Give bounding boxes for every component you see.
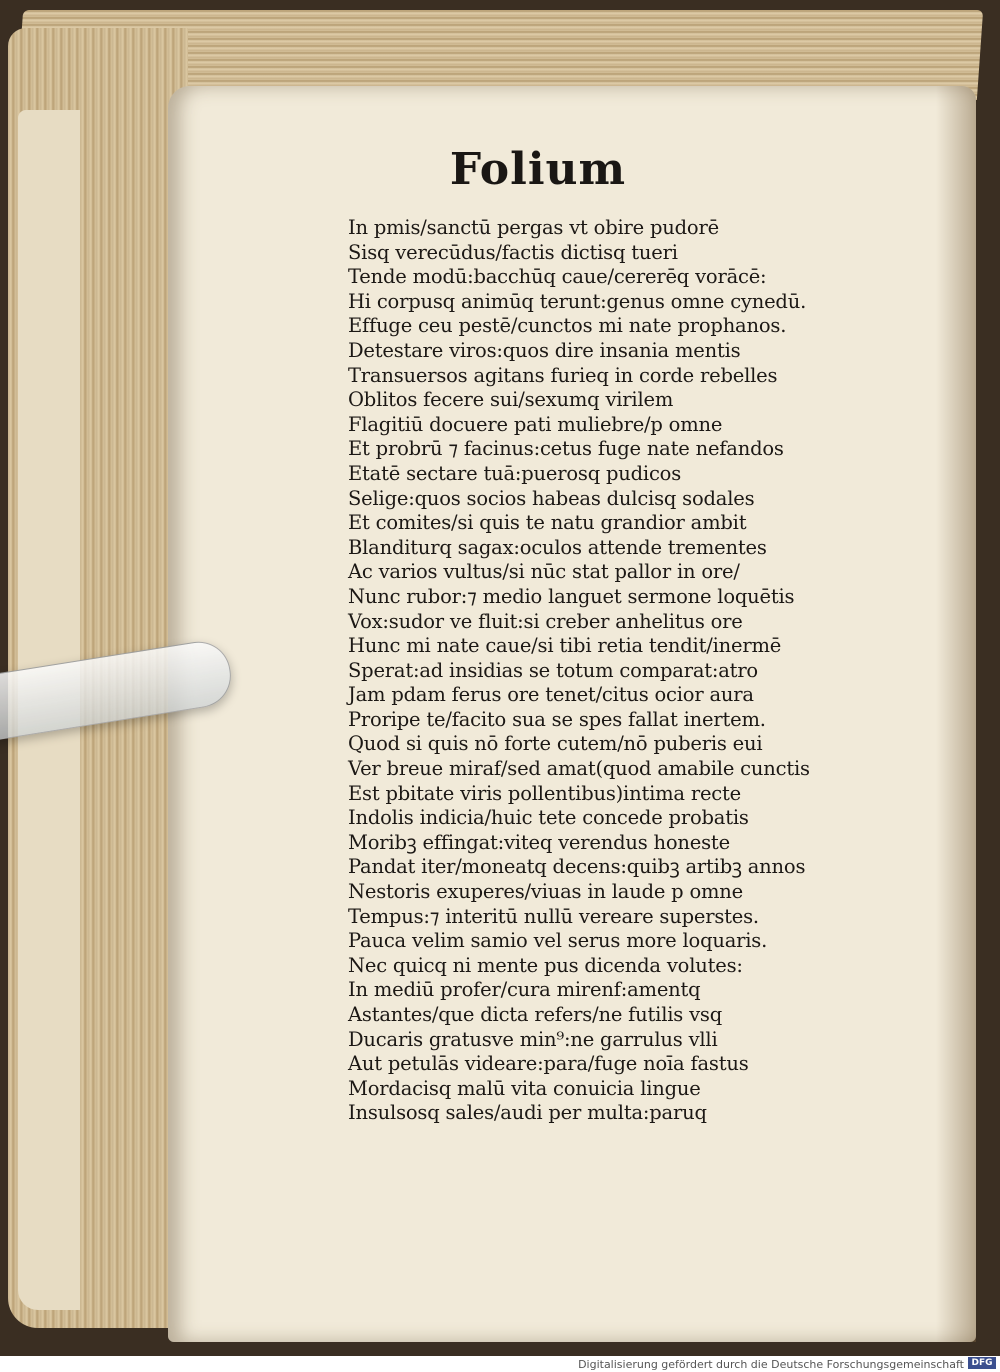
verse-line: In mediū profer/cura mirenf:amentq — [348, 978, 701, 1002]
verse-line: Transuersos agitans furieq in corde rebelles — [348, 363, 778, 387]
verse-line: Pandat iter/moneatq decens:quibꝫ artibꝫ annos — [348, 855, 806, 879]
verse-line: Hunc mi nate caue/si tibi retia tendit/inermē — [348, 634, 782, 658]
verse-line: Effuge ceu pestē/cunctos mi nate prophanos. — [348, 314, 787, 338]
verse-line: Tende modū:bacchūq caue/cererēq vorācē: — [348, 265, 767, 289]
verse-line: Etatē sectare tuā:puerosq pudicos — [348, 461, 682, 485]
verse-line: Aut petulās videare:para/fuge noīa fastus — [348, 1052, 749, 1076]
verse-line: Jam pdam ferus ore tenet/citus ocior aura — [348, 683, 754, 707]
verse-line: Et probrū ⁊ facinus:cetus fuge nate nefandos — [348, 437, 784, 461]
verse-line: Sperat:ad insidias se totum comparat:atro — [348, 658, 758, 682]
verse-line: Insulsosq sales/audi per multa:paruq — [348, 1101, 707, 1125]
verse-line: In pmis/sanctū pergas vt obire pudorē — [348, 216, 719, 239]
verse-line: Ac varios vultus/si nūc stat pallor in ore/ — [348, 560, 740, 584]
verse-line: Pauca velim samio vel serus more loquaris. — [348, 929, 768, 953]
verse-line: Vox:sudor ve fluit:si creber anhelitus ore — [348, 609, 743, 633]
verse-line: Quod si quis nō forte cutem/nō puberis eui — [348, 732, 763, 756]
verse-line: Moribꝫ effingat:viteq verendus honeste — [348, 830, 730, 854]
verse-text — [348, 216, 908, 1126]
verse-line: Nestoris exuperes/viuas in laude p omne — [348, 880, 743, 904]
verse-line: Oblitos fecere sui/sexumq virilem — [348, 388, 674, 412]
book-page — [168, 86, 976, 1342]
verse-line: Sisq verecūdus/factis dictisq tueri — [348, 240, 678, 264]
verse-line: Mordacisq malū vita conuicia lingue — [348, 1076, 701, 1100]
verse-line: Blanditurq sagax:oculos attende trementes — [348, 535, 767, 559]
verse-line: Selige:quos socios habeas dulcisq sodales — [348, 486, 755, 510]
page-heading: Folium — [449, 144, 627, 195]
verse-line: Hi corpusq animūq terunt:genus omne cynedū. — [348, 289, 807, 313]
verse-line: Indolis indicia/huic tete concede probatis — [348, 806, 749, 830]
page-gutter-shadow — [936, 86, 976, 1342]
verse-line: Nunc rubor:⁊ medio languet sermone loquētis — [348, 584, 795, 608]
verse-line: Est pbitate viris pollentibus)intima recte — [348, 781, 741, 805]
verse-line: Detestare viros:quos dire insania mentis — [348, 338, 741, 362]
verse-line: Proripe te/facito sua se spes fallat inertem. — [348, 707, 766, 731]
verse-line: Tempus:⁊ interitū nullū vereare superstes. — [348, 904, 759, 928]
verse-line: Et comites/si quis te natu grandior ambit — [348, 511, 747, 535]
verse-line: Flagitiū docuere pati muliebre/p omne — [348, 412, 723, 436]
verse-line: Ducaris gratusve min⁹:ne garrulus vlli — [348, 1027, 718, 1051]
dfg-logo: DFG — [968, 1357, 996, 1369]
verse-line: Nec quicq ni mente pus dicenda volutes: — [348, 953, 743, 977]
verse-line: Astantes/que dicta refers/ne futilis vsq — [348, 1003, 722, 1026]
verse-line: Ver breue miraf/sed amat(quod amabile cunctis — [348, 757, 810, 781]
digitization-credit: Digitalisierung gefördert durch die Deutsche Forschungsgemeinschaft — [578, 1358, 964, 1371]
